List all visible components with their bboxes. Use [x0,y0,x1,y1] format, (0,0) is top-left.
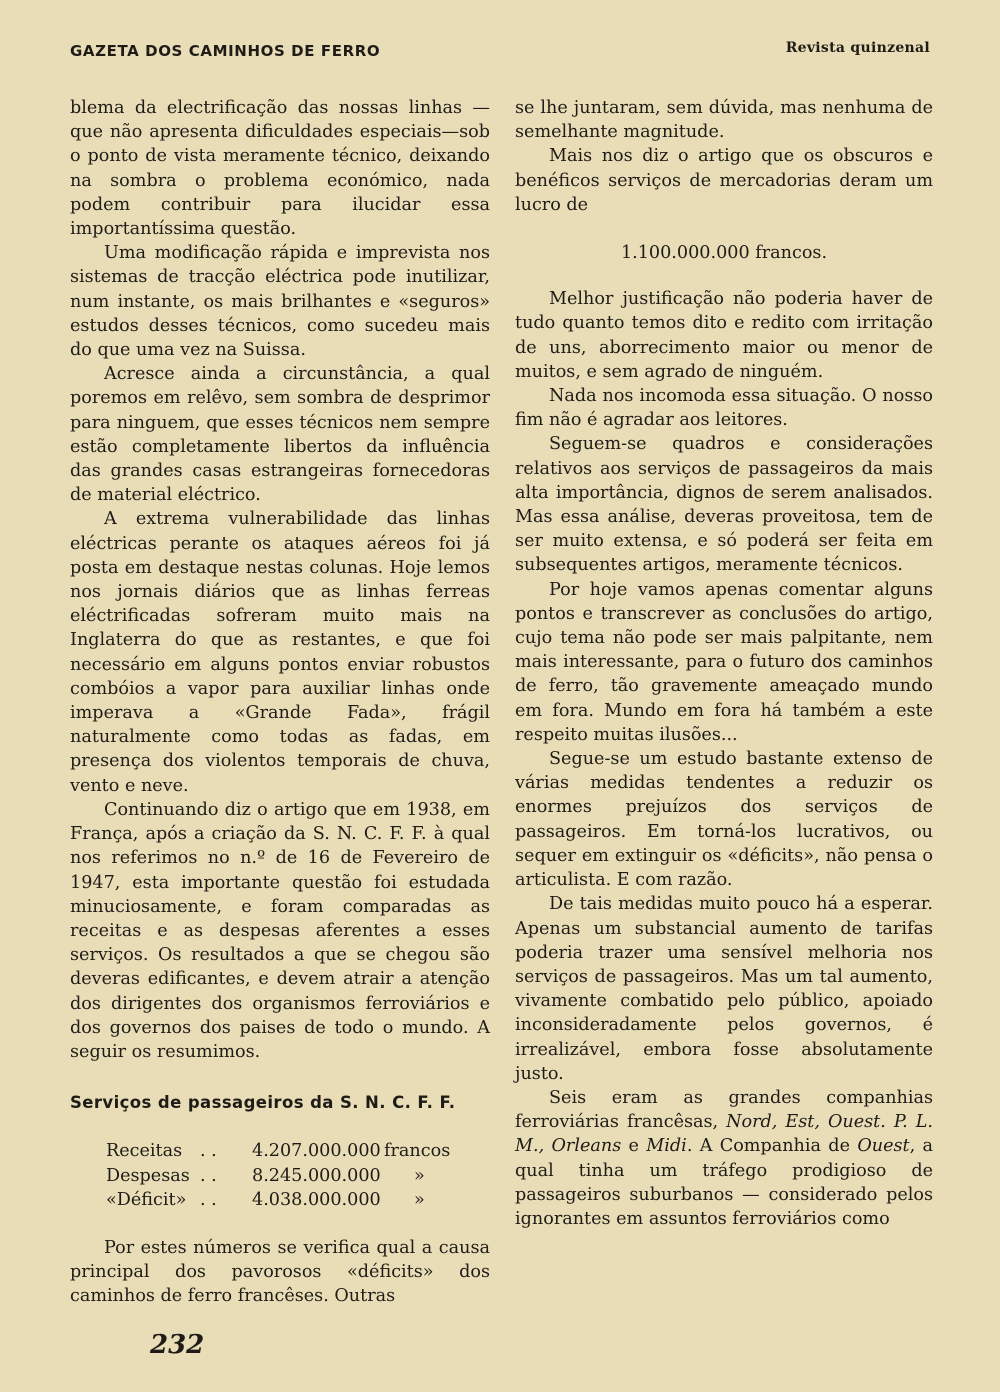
text-run: , a qual tinha um tráfego prodigioso de passageiros suburbanos — considerado pelos ignorantes em assuntos ferroviários como [515,1136,933,1229]
paragraph: Nada nos incomoda essa situação. O nosso fim não é agradar aos leitores. [515,386,933,431]
section-heading: Serviços de passageiros da S. N. C. F. F. [70,1093,456,1113]
row-label: Despesas [106,1165,190,1186]
highlighted-figure: 1.100.000.000 francos. [620,243,828,264]
paragraph: se lhe juntaram, sem dúvida, mas nenhuma de semelhante magnitude. [515,98,933,143]
row-label: Receitas [106,1141,183,1162]
paragraph: Por hoje vamos apenas comentar alguns pontos e transcrever as conclusões do artigo, cujo tema não pode ser mais palpitante, nem mais interessante, para o futuro dos caminhos de ferro, tão gravemente ameaçado mundo em fora. Mundo em fora há também a este respeito muitas ilusões... [515,579,933,745]
page-number: 232 [150,1330,205,1360]
left-column [70,96,490,1309]
paragraph: De tais medidas muito pouco há a esperar. Apenas um substancial aumento de tarifas poderia trazer uma sensível melhoria nos serviços de passageiros. Mas um tal aumento, vivamente combatido pelo público, apoiado inconsideradamente pelos governos, é irrealizável, embora fosse absolutamente justo. [515,894,933,1084]
paragraph: Continuando diz o artigo que em 1938, em França, após a criação da S. N. C. F. F. à qual nos referimos no n.º de 16 de Fevereiro de 1947, esta importante questão foi estudada minuciosamente, e foram comparadas as receitas e as despesas aferentes a esses serviços. Os resultados a que se chegou são deveras edificantes, e devem atrair a atenção dos dirigentes dos organismos ferroviários e dos governos dos paises de todo o mundo. A seguir os resumimos. [70,799,490,1062]
row-unit: » [414,1189,425,1210]
paragraph: blema da electrificação das nossas linhas —que não apresenta dificuldades especiais—sob o ponto de vista meramente técnico, deixando na sombra o problema económico, nada podem contribuir para ilucidar essa importantíssima questão. [70,98,490,240]
row-label: «Déficit» [106,1189,187,1210]
row-value: 4.038.000.000 [252,1189,381,1210]
table-row [106,1188,450,1212]
paragraph: A extrema vulnerabilidade das linhas eléctricas perante os ataques aéreos foi já posta em destaque nestas colunas. Hoje lemos nos jornais diários que as linhas ferreas eléctrificadas sofreram muito mais na Inglaterra do que as restantes, e que foi necessário em alguns pontos enviar robustos combóios a vapor para auxiliar linhas onde imperava a «Grande Fada», frágil naturalmente como todas as fadas, em presença dos violentos temporais de chuva, vento e neve. [70,509,490,796]
paragraph: Melhor justificação não poderia haver de tudo quanto temos dito e redito com irritação de uns, aborrecimento maior ou menor de muitos, e sem agrado de ninguém. [515,289,933,382]
table-row [106,1164,450,1188]
financial-table [106,1139,450,1212]
paragraph: Por estes números se verifica qual a causa principal dos pavorosos «déficits» dos caminhos de ferro francêses. Outras [70,1237,490,1307]
paragraph: Mais nos diz o artigo que os obscuros e benéficos serviços de mercadorias deram um lucro de [515,146,933,215]
row-unit: » [414,1165,425,1186]
row-value: 8.245.000.000 [252,1165,381,1186]
paragraph: Uma modificação rápida e imprevista nos sistemas de tracção eléctrica pode inutilizar, num instante, os mais brilhantes e «seguros» estudos desses técnicos, como sucedeu mais do que uma vez na Suissa. [70,243,490,361]
text-run: e [621,1136,647,1157]
text-run: Seis eram as grandes companhias ferroviárias francêsas, [515,1087,933,1133]
paragraph: Acresce ainda a circunstância, a qual poremos em relêvo, sem sombra de desprimor para ninguem, que esses técnicos nem sempre estão completamente libertos da influência das grandes casas estrangeiras fornecedoras de material eléctrico. [70,364,490,506]
right-column [515,96,933,1231]
paragraph [515,1086,933,1231]
journal-subtitle: Revista quinzenal [785,40,930,56]
row-unit: francos [384,1141,451,1162]
company-name: Midi [646,1136,687,1157]
company-names: Nord, Est, Ouest. P. L. M., Orleans [515,1112,934,1157]
row-dots: . . [200,1141,217,1162]
table-row [106,1139,450,1163]
row-value: 4.207.000.000 [252,1141,381,1162]
row-dots: . . [200,1165,217,1186]
company-name: Ouest [857,1136,910,1157]
paragraph: Segue-se um estudo bastante extenso de várias medidas tendentes a reduzir os enormes prejuízos dos serviços de passageiros. Em torná-los lucrativos, ou sequer em extinguir os «déficits», não pensa o articulista. E com razão. [515,749,933,891]
paragraph: Seguem-se quadros e considerações relativos aos serviços de passageiros da mais alta importância, dignos de serem analisados. Mas essa análise, deveras proveitosa, tem de ser muito extensa, e só poderá ser feita em subsequentes artigos, meramente técnicos. [515,434,933,576]
journal-title: GAZETA DOS CAMINHOS DE FERRO [70,42,381,60]
text-run: . A Companhia de [686,1136,858,1157]
row-dots: . . [200,1189,217,1210]
